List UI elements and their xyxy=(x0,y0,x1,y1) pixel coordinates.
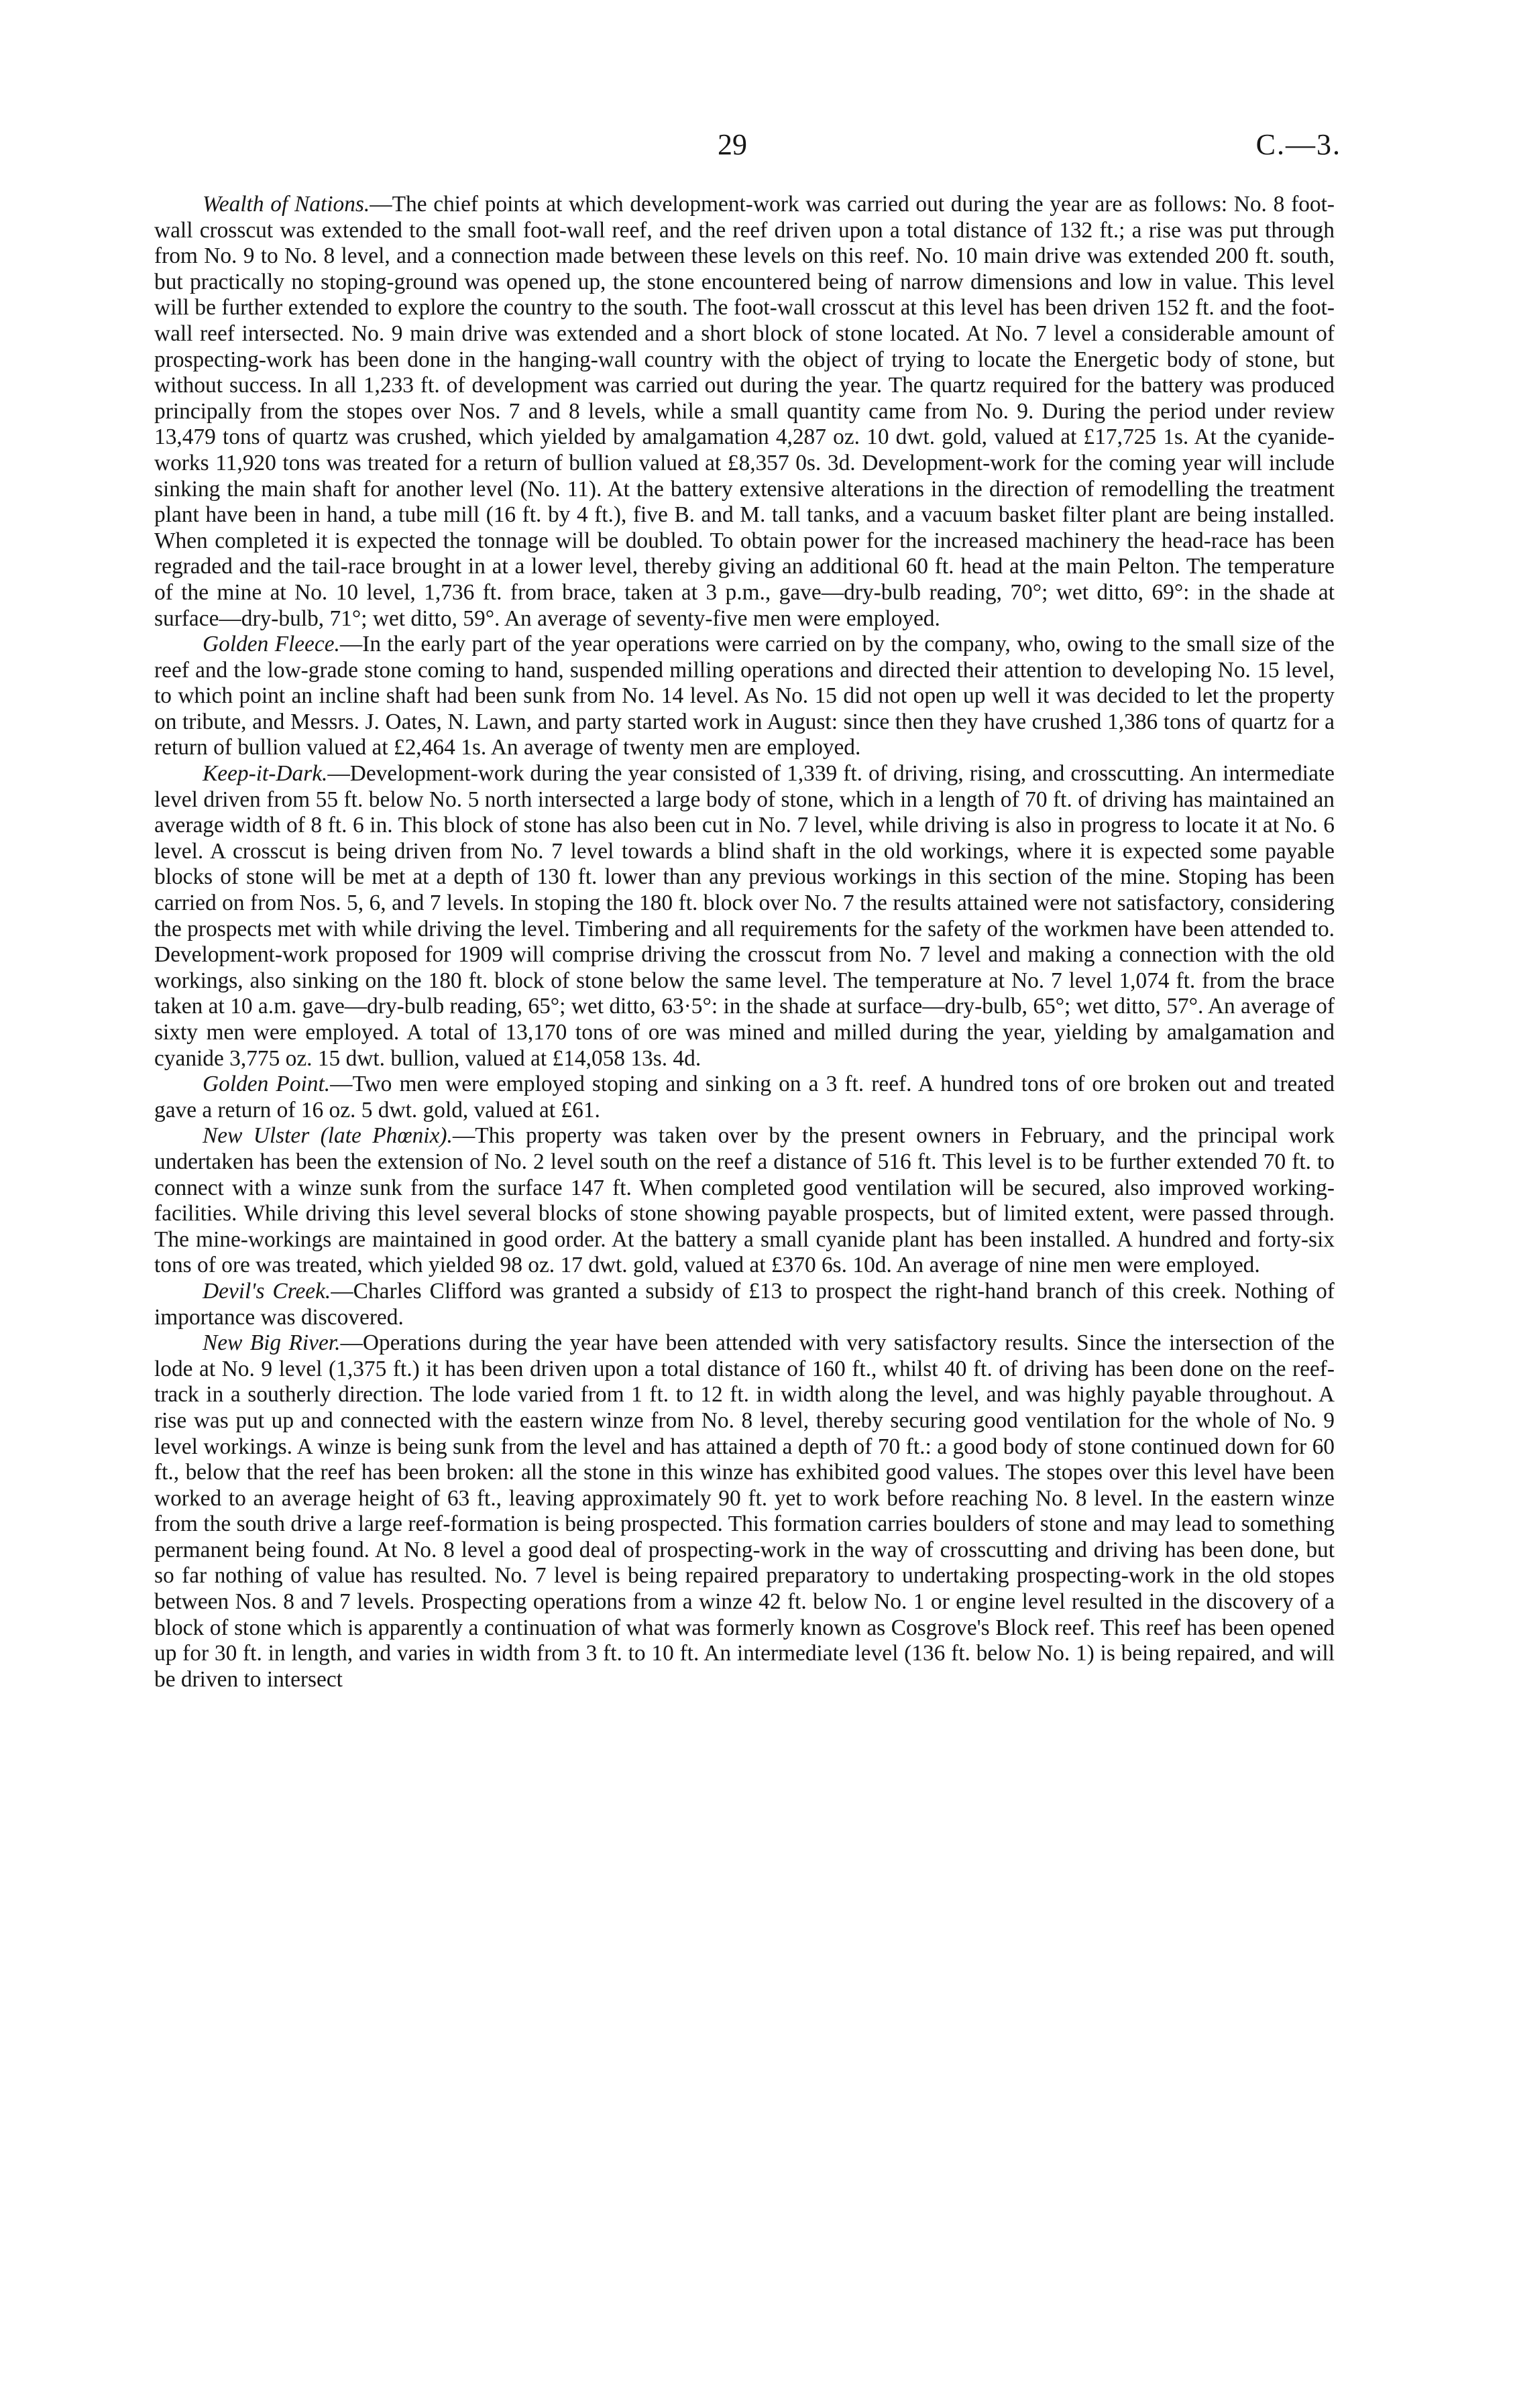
paragraph-new-ulster xyxy=(154,1123,1335,1279)
page-number: 29 xyxy=(718,128,747,161)
paragraph-text: —This property was taken over by the present owners in February, and the principal work undertaken has been the extension of No. 2 level south on the reef a distance of 516 ft. This level is to be further extended 70 ft. to connect with a winze sunk from the surface 147 ft. When completed good ventilation will be secured, also improved working-facilities. While driving this level several blocks of stone showing payable prospects, but of limited extent, were passed through. The mine-workings are maintained in good order. At the battery a small cyanide plant has been installed. A hundred and forty-six tons of ore was treated, which yielded 98 oz. 17 dwt. gold, valued at £370 6s. 10d. An average of nine men were employed. xyxy=(154,1123,1335,1278)
paragraph-golden-point xyxy=(154,1072,1335,1123)
paragraph-text: —Charles Clifford was granted a subsidy of £13 to prospect the right-hand branch of this creek. Nothing of importance was discovered. xyxy=(154,1278,1335,1330)
paragraph-text: —Development-work during the year consisted of 1,339 ft. of driving, rising, and crosscutting. An intermediate level driven from 55 ft. below No. 5 north intersected a large body of stone, which in a length of 70 ft. of driving has maintained an average width of 8 ft. 6 in. This block of stone has also been cut in No. 7 level, while driving is also in progress to locate it at No. 6 level. A crosscut is being driven from No. 7 level towards a blind shaft in the old workings, where it is expected some payable blocks of stone will be met at a depth of 130 ft. lower than any previous workings in this section of the mine. Stoping has been carried on from Nos. 5, 6, and 7 levels. In stoping the 180 ft. block over No. 7 the results attained were not satisfactory, considering the prospects met with while driving the level. Timbering and all requirements for the safety of the workmen have been attended to. Development-work proposed for 1909 will comprise driving the crosscut from No. 7 level and making a connection with the old workings, also sinking on the 180 ft. block of stone below the same level. The temperature at No. 7 level 1,074 ft. from the brace taken at 10 a.m. gave—dry-bulb reading, 65°; wet ditto, 63·5°: in the shade at surface—dry-bulb, 65°; wet ditto, 57°. An average of sixty men were employed. A total of 13,170 tons of ore was mined and milled during the year, yielding by amalgamation and cyanide 3,775 oz. 15 dwt. bullion, valued at £14,058 13s. 4d. xyxy=(154,761,1335,1071)
paragraph-text: —The chief points at which development-work was carried out during the year are as follows: No. 8 foot-wall crosscut was extended to the small foot-wall reef, and the reef driven upon a total distance of 132 ft.; a rise was put through from No. 9 to No. 8 level, and a connection made between these levels on this reef. No. 10 main drive was extended 200 ft. south, but practically no stoping-ground was opened up, the stone encountered being of narrow dimensions and low in value. This level will be further extended to explore the country to the south. The foot-wall crosscut at this level has been driven 152 ft. and the foot-wall reef intersected. No. 9 main drive was extended and a short block of stone located. At No. 7 level a considerable amount of prospecting-work has been done in the hanging-wall country with the object of trying to locate the Energetic body of stone, but without success. In all 1,233 ft. of development was carried out during the year. The quartz required for the battery was produced principally from the stopes over Nos. 7 and 8 levels, while a small quantity came from No. 9. During the period under review 13,479 tons of quartz was crushed, which yielded by amalgamation 4,287 oz. 10 dwt. gold, valued at £17,725 1s. At the cyanide-works 11,920 tons was treated for a return of bullion valued at £8,357 0s. 3d. Development-work for the coming year will include sinking the main shaft for another level (No. 11). At the battery extensive alterations in the direction of remodelling the treatment plant have been in hand, a tube mill (16 ft. by 4 ft.), five B. and M. tall tanks, and a vacuum basket filter plant are being installed. When completed it is expected the tonnage will be doubled. To obtain power for the increased machinery the head-race has been regraded and the tail-race brought in at a lower level, thereby giving an additional 60 ft. head at the main Pelton. The temperature of the mine at No. 10 level, 1,736 ft. from brace, taken at 3 p.m., gave—dry-bulb reading, 70°; wet ditto, 69°: in the shade at surface—dry-bulb, 71°; wet ditto, 59°. An average of seventy-five men were employed. xyxy=(154,192,1335,631)
paragraph-text: —Two men were employed stoping and sinking on a 3 ft. reef. A hundred tons of ore broken out and treated gave a return of 16 oz. 5 dwt. gold, valued at £61. xyxy=(154,1072,1335,1123)
paragraph-devils-creek xyxy=(154,1279,1335,1330)
paragraph-text: —In the early part of the year operations were carried on by the company, who, owing to the small size of the reef and the low-grade stone coming to hand, suspended milling operations and directed their attention to developing No. 15 level, to which point an incline shaft had been sunk from No. 14 level. As No. 15 did not open up well it was decided to let the property on tribute, and Messrs. J. Oates, N. Lawn, and party started work in August: since then they have crushed 1,386 tons of quartz for a return of bullion valued at £2,464 1s. An average of twenty men are employed. xyxy=(154,632,1335,760)
section-title: Wealth of Nations. xyxy=(203,192,370,217)
section-title: Golden Fleece. xyxy=(203,632,340,657)
document-code: C.—3. xyxy=(1255,128,1341,161)
report-body xyxy=(154,192,1335,1693)
paragraph-wealth-of-nations xyxy=(154,192,1335,632)
paragraph-keep-it-dark xyxy=(154,761,1335,1072)
section-title: Keep-it-Dark. xyxy=(203,761,328,787)
section-title: Golden Point. xyxy=(203,1072,331,1097)
paragraph-new-big-river xyxy=(154,1330,1335,1693)
section-title: New Big River. xyxy=(203,1330,341,1356)
page-header xyxy=(154,127,1341,174)
section-title: Devil's Creek. xyxy=(203,1278,331,1304)
paragraph-golden-fleece xyxy=(154,632,1335,761)
section-title: New Ulster (late Phœnix). xyxy=(203,1123,453,1149)
paragraph-text: —Operations during the year have been attended with very satisfactory results. Since the intersection of the lode at No. 9 level (1,375 ft.) it has been driven upon a total distance of 160 ft., whilst 40 ft. of driving has been done on the reef-track in a southerly direction. The lode varied from 1 ft. to 12 ft. in width along the level, and was highly payable throughout. A rise was put up and connected with the eastern winze from No. 8 level, thereby securing good ventilation for the whole of No. 9 level workings. A winze is being sunk from the level and has attained a depth of 70 ft.: a good body of stone continued down for 60 ft., below that the reef has been broken: all the stone in this winze has exhibited good values. The stopes over this level have been worked to an average height of 63 ft., leaving approximately 90 ft. yet to work before reaching No. 8 level. In the eastern winze from the south drive a large reef-formation is being prospected. This formation carries boulders of stone and may lead to something permanent being found. At No. 8 level a good deal of prospecting-work in the way of crosscutting and driving has been done, but so far nothing of value has resulted. No. 7 level is being repaired preparatory to undertaking prospecting-work in the old stopes between Nos. 8 and 7 levels. Prospecting operations from a winze 42 ft. below No. 1 or engine level resulted in the discovery of a block of stone which is apparently a continuation of what was formerly known as Cosgrove's Block reef. This reef has been opened up for 30 ft. in length, and varies in width from 3 ft. to 10 ft. An intermediate level (136 ft. below No. 1) is being repaired, and will be driven to intersect xyxy=(154,1330,1335,1692)
